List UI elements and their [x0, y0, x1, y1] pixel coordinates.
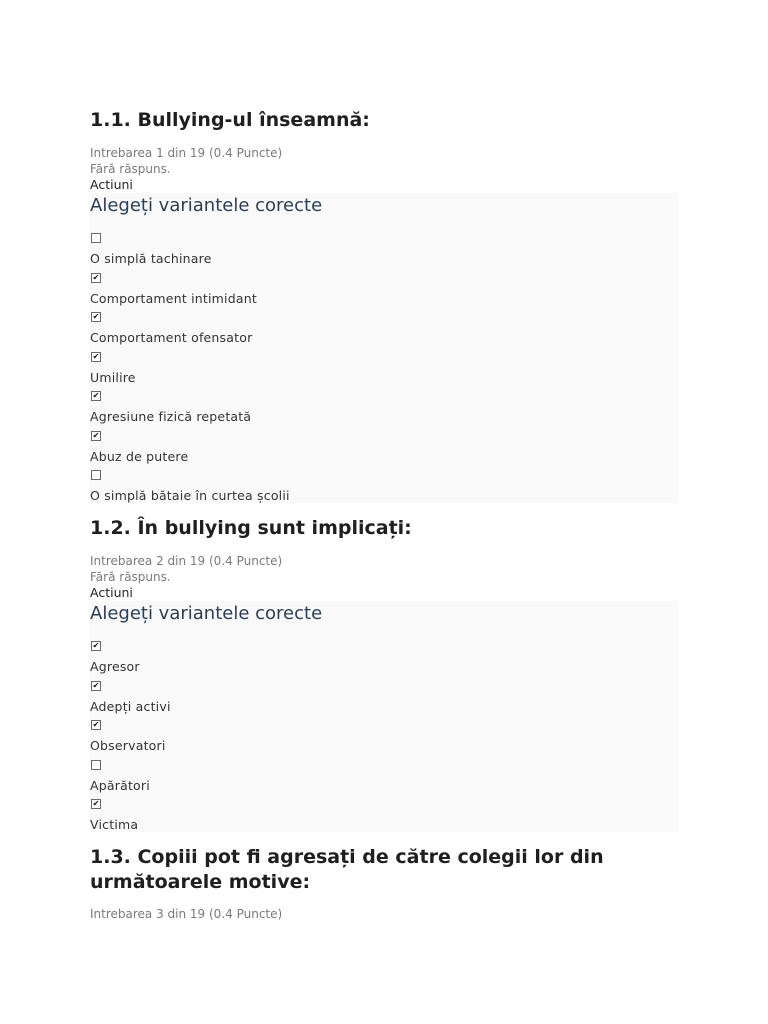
- question-meta: Intrebarea 2 din 19 (0.4 Puncte): [90, 554, 283, 568]
- question-block-1: [90, 108, 678, 503]
- checkbox-checked[interactable]: [91, 799, 101, 809]
- answer-box: [90, 601, 678, 832]
- option-label: Comportament intimidant: [90, 290, 257, 306]
- checkbox-checked[interactable]: [91, 312, 101, 322]
- answer-option: [90, 431, 678, 471]
- checkbox-checked[interactable]: [91, 641, 101, 651]
- question-title-line-1: 1.3. Copiii pot fi agresați de către colegii lor din: [90, 846, 604, 868]
- option-label: Umilire: [90, 369, 136, 385]
- question-title: 1.2. În bullying sunt implicați:: [90, 517, 412, 539]
- answer-option: [90, 312, 678, 352]
- option-label: Comportament ofensator: [90, 330, 253, 345]
- question-meta: Intrebarea 1 din 19 (0.4 Puncte): [90, 146, 283, 160]
- checkbox-checked[interactable]: [91, 273, 101, 283]
- answer-option: [90, 641, 678, 681]
- checkbox-checked[interactable]: [91, 391, 101, 401]
- instruction-text: Alegeți variantele corecte: [90, 195, 323, 216]
- instruction-text: Alegeți variantele corecte: [90, 603, 323, 624]
- option-label: Agresor: [90, 659, 140, 674]
- option-label: Apărători: [90, 777, 150, 793]
- checkbox-checked[interactable]: [91, 431, 101, 441]
- option-label: Agresiune fizică repetată: [90, 409, 252, 424]
- answer-option: [90, 681, 678, 721]
- option-label: Adepți activi: [90, 698, 171, 714]
- options-list: [90, 641, 678, 832]
- checkbox-checked[interactable]: [91, 352, 101, 362]
- checkbox-checked[interactable]: [91, 681, 101, 691]
- answer-option: [90, 391, 678, 431]
- option-label: Observatori: [90, 738, 166, 753]
- answer-option: [90, 760, 678, 800]
- answer-box: [90, 193, 678, 503]
- option-label: Victima: [90, 817, 139, 832]
- question-block-2: [90, 516, 678, 832]
- question-status: Fără răspuns.: [90, 570, 171, 584]
- question-meta: Intrebarea 3 din 19 (0.4 Puncte): [90, 907, 283, 921]
- options-list: [90, 233, 678, 503]
- checkbox-unchecked[interactable]: [91, 470, 101, 480]
- answer-option: [90, 352, 678, 392]
- answer-option: [90, 273, 678, 313]
- actions-link[interactable]: Actiuni: [90, 585, 133, 600]
- checkbox-checked[interactable]: [91, 720, 101, 730]
- option-label: O simplă tachinare: [90, 251, 212, 266]
- answer-option: [90, 470, 678, 503]
- actions-link[interactable]: Actiuni: [90, 177, 133, 192]
- answer-option: [90, 799, 678, 832]
- checkbox-unchecked[interactable]: [91, 233, 101, 243]
- option-label: Abuz de putere: [90, 448, 189, 464]
- question-status: Fără răspuns.: [90, 162, 171, 176]
- checkbox-unchecked[interactable]: [91, 760, 101, 770]
- question-block-3: [90, 845, 678, 922]
- question-title-line-2: următoarele motive:: [90, 871, 311, 893]
- option-label: O simplă bătaie în curtea școlii: [90, 488, 290, 503]
- answer-option: [90, 720, 678, 760]
- answer-option: [90, 233, 678, 273]
- question-title: 1.1. Bullying-ul înseamnă:: [90, 109, 370, 131]
